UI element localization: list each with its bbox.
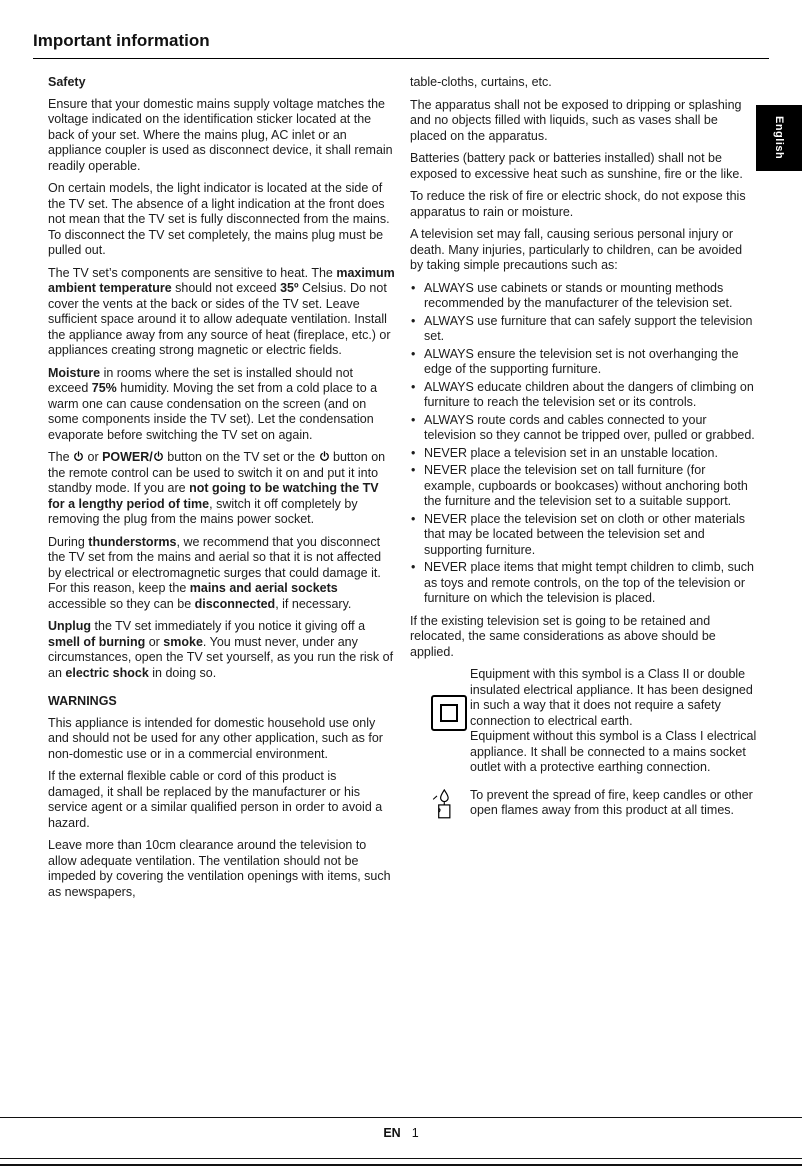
class-ii-notice (410, 667, 757, 776)
candle-notice (410, 788, 757, 825)
power-icon (319, 451, 330, 462)
content-columns (48, 75, 757, 1071)
bullet-text: NEVER place items that might tempt children to climb, such as toys and remote controls, on the top of the television or furniture on which the television is placed. (424, 560, 754, 605)
paragraph (410, 189, 757, 220)
text: If the external flexible cable or cord of this product is damaged, it shall be replaced by the manufacturer or his service agent or a similar qualified person in order to avoid a hazard. (48, 769, 383, 830)
paragraph (48, 450, 395, 528)
bullet-marker: • (411, 511, 416, 526)
bottom-rule-thin (0, 1158, 802, 1159)
bottom-rule-thick (0, 1164, 802, 1166)
power-icon (153, 451, 164, 462)
bullet-item (410, 560, 757, 607)
text: This appliance is intended for domestic household use only and should not be used for any other application, such as for non-domestic use or in a commercial environment. (48, 715, 383, 761)
bold-text: thunderstorms (88, 534, 177, 549)
paragraph (48, 619, 395, 681)
icon-cell (410, 788, 470, 825)
bold-text: disconnected (194, 596, 276, 611)
text: button on the remote control can be used to switch it on and put it into standby mode. If you are (48, 450, 386, 495)
bullet-marker: • (411, 313, 416, 328)
paragraph: Equipment with this symbol is a Class II or double insulated electrical appliance. It has been designed in such a way that it does not require a safety connection to electrical earth. (470, 667, 753, 728)
bullet-marker: • (411, 463, 416, 477)
paragraph (410, 75, 757, 91)
text: in doing so. (148, 665, 217, 680)
text: , if necessary. (275, 596, 352, 611)
right-column (410, 75, 757, 1071)
paragraph: To prevent the spread of fire, keep candles or other open flames away from this product at all times. (470, 787, 753, 817)
bold-text: 75% (91, 381, 117, 395)
paragraph (410, 227, 757, 274)
page-header (0, 30, 802, 59)
icon-text (470, 667, 757, 776)
bullet-text: ALWAYS educate children about the dangers of climbing on furniture to reach the television set or its controls. (424, 379, 754, 409)
bullet-list (410, 281, 757, 607)
page-title: Important information (33, 31, 210, 50)
bold-text: Unplug (48, 619, 92, 633)
bold-text: Moisture (48, 365, 101, 380)
bullet-text: NEVER place the television set on cloth or other materials that may be located between the television set and supporting furniture. (424, 511, 745, 557)
power-icon-wrap (319, 450, 330, 464)
section-heading: WARNINGS (48, 694, 117, 708)
footer-language: EN (383, 1126, 401, 1140)
class-ii-icon (431, 695, 467, 731)
text: in rooms where the set is installed should not exceed (48, 365, 354, 395)
bullet-item (410, 314, 757, 345)
text: the TV set immediately if you notice it giving off a (91, 619, 366, 633)
bullet-marker: • (411, 280, 416, 295)
bullet-text: ALWAYS use cabinets or stands or mounting methods recommended by the manufacturer of the television set. (424, 280, 733, 310)
bullet-item (410, 413, 757, 444)
bullet-marker: • (411, 560, 416, 574)
power-icon-wrap (153, 450, 164, 464)
text: Leave more than 10cm clearance around the television to allow adequate ventilation. The ventilation should not be impeded by covering the ventilation openings with items, such as newspapers, (48, 838, 391, 899)
bold-text: not going to be watching the TV for a lengthy period of time (48, 481, 379, 511)
text: During (48, 534, 89, 549)
bullet-item (410, 347, 757, 378)
footer-rule (0, 1117, 802, 1118)
icon-cell (410, 667, 470, 776)
bullet-marker: • (411, 346, 416, 361)
text: or (84, 450, 103, 464)
text: table-cloths, curtains, etc. (410, 75, 552, 89)
footer-page-number: 1 (411, 1126, 419, 1140)
paragraph (48, 838, 395, 900)
bullet-item (410, 281, 757, 312)
text: A television set may fall, causing serious personal injury or death. Many injuries, particularly to children, can be avoided by taking simple precautions such as: (410, 227, 743, 272)
text: The TV set’s components are sensitive to heat. The (48, 265, 337, 280)
text: should not exceed (171, 281, 281, 295)
text: The apparatus shall not be exposed to dripping or splashing and no objects filled with liquids, such as vases shall be placed on the apparatus. (410, 97, 742, 143)
paragraph (410, 98, 757, 145)
bold-text: 35º (280, 281, 299, 295)
bullet-text: NEVER place a television set in an unstable location. (424, 445, 718, 460)
class-ii-inner-square (440, 704, 458, 722)
text: The (48, 450, 74, 464)
bold-text: smoke (163, 634, 203, 649)
paragraph (48, 769, 395, 831)
bold-text: POWER/ (102, 450, 153, 464)
bold-text: electric shock (65, 665, 149, 680)
paragraph: Equipment without this symbol is a Class I electrical appliance. It shall be connected to a mains socket outlet with a protective earthing connection. (470, 729, 757, 774)
bullet-marker: • (411, 412, 416, 427)
text: button on the TV set or the (163, 450, 319, 464)
bullet-marker: • (411, 379, 416, 394)
paragraph (48, 366, 395, 444)
text: accessible so they can be (48, 596, 195, 611)
bullet-item (410, 380, 757, 411)
section-heading: Safety (48, 75, 86, 89)
text: humidity. Moving the set from a cold place to a warm one can cause condensation on the screen (and on some components inside the TV set). Let the condensation evaporate before switching the TV set on again. (48, 381, 378, 442)
text: , we recommend that you disconnect the TV set from the mains and aerial so that it is not affected by electrical or electromagnetic surges that could damage it. For this reason, keep the (48, 534, 382, 595)
paragraph (410, 151, 757, 182)
text: If the existing television set is going to be retained and relocated, the same considerations as above should be applied. (410, 613, 716, 659)
bullet-text: ALWAYS ensure the television set is not overhanging the edge of the supporting furniture. (424, 346, 739, 376)
title-rule (33, 58, 769, 59)
text: Celsius. Do not cover the vents at the back or sides of the TV set. Leave sufficient space around it to allow adequate ventilation. Install the appliance away from any source of heat (fireplace, etc.) or appliances creating strong magnetic or electric fields. (48, 281, 391, 357)
paragraph (48, 97, 395, 175)
paragraph (410, 614, 757, 661)
candle-icon (431, 789, 455, 820)
power-icon (73, 451, 84, 462)
icon-text (470, 788, 757, 825)
paragraph (48, 535, 395, 613)
language-tab-label: English (773, 116, 785, 160)
bold-text: mains and aerial sockets (189, 581, 338, 595)
left-column (48, 75, 395, 1071)
bullet-item (410, 463, 757, 510)
bullet-item (410, 512, 757, 559)
language-tab (756, 105, 802, 171)
text: , switch it off completely by removing the plug from the mains power socket. (48, 496, 358, 526)
bullet-text: ALWAYS route cords and cables connected to your television so they cannot be tripped over, pulled or grabbed. (424, 412, 755, 442)
text: or (145, 634, 164, 649)
paragraph (48, 181, 395, 259)
text: Batteries (battery pack or batteries installed) shall not be exposed to excessive heat such as sunshine, fire or the like. (410, 151, 743, 181)
manual-page (0, 30, 802, 1168)
paragraph (48, 266, 395, 359)
bullet-item (410, 446, 757, 462)
bold-text: maximum ambient temperature (48, 265, 395, 295)
paragraph (48, 716, 395, 763)
power-icon-wrap (73, 450, 84, 464)
bullet-text: ALWAYS use furniture that can safely support the television set. (424, 313, 753, 343)
text: . You must never, under any circumstances, open the TV set yourself, as you run the risk of an (48, 634, 394, 680)
bullet-text: NEVER place the television set on tall furniture (for example, cupboards or bookcases) without anchoring both the furniture and the television set to a suitable support. (424, 463, 748, 508)
text: Ensure that your domestic mains supply voltage matches the voltage indicated on the identification sticker located at the back of your set. Where the mains plug, AC inlet or an appliance coupler is used as disconnect device, it shall remain readily operable. (48, 96, 393, 173)
bullet-marker: • (411, 445, 416, 460)
text: To reduce the risk of fire or electric shock, do not expose this apparatus to rain or moisture. (410, 189, 746, 219)
text: On certain models, the light indicator is located at the side of the TV set. The absence of a light indication at the front does not mean that the TV set is fully disconnected from the mains. To disconnect the TV set completely, the mains plug must be pulled out. (48, 181, 390, 257)
bold-text: smell of burning (48, 634, 146, 649)
